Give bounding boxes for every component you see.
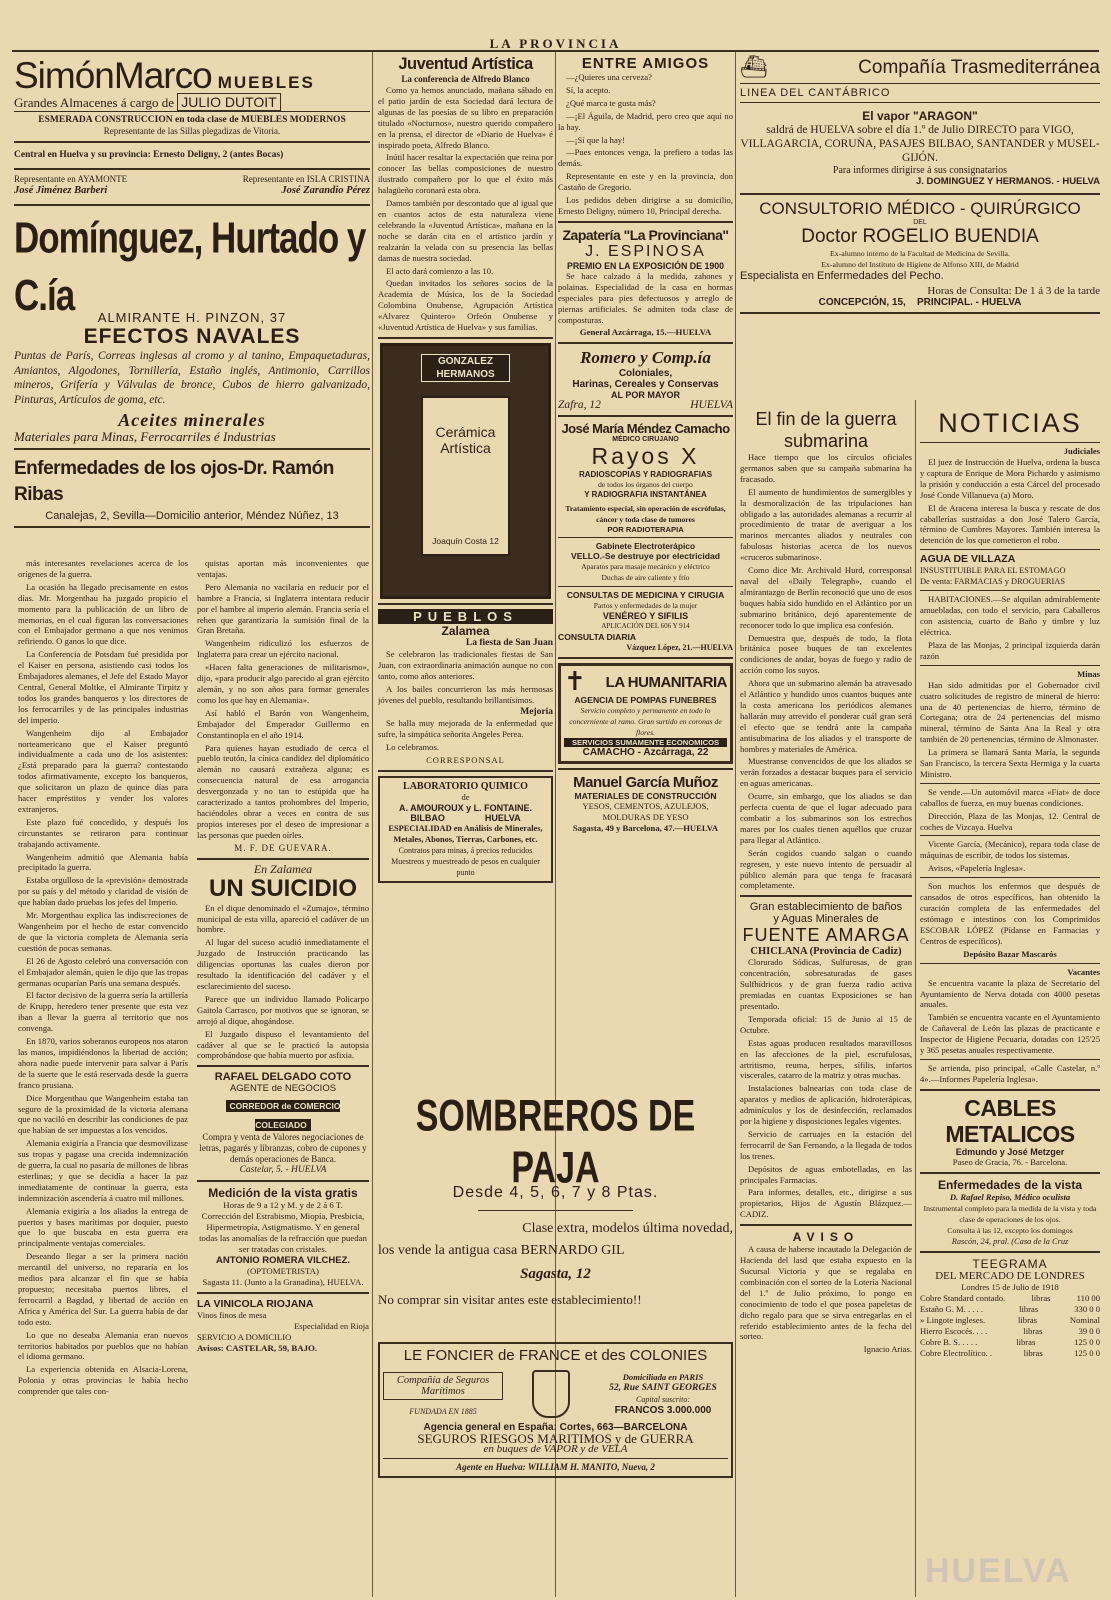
guerra-paragraph: Demuestra que, después de todo, la flota británica posee buques de tan excelentes condiciones de andar, boyas de fuego y radio de acción como los suyos. bbox=[740, 632, 912, 676]
vicente-avisos: Avisos, «Papelería Inglesa». bbox=[928, 863, 1026, 874]
vista-title: Medición de la vista gratis bbox=[208, 1186, 358, 1201]
fuente-l2: y Aguas Minerales de bbox=[773, 913, 879, 926]
mendez-aplic: APLICACIÓN DEL 606 Y 914 bbox=[601, 622, 690, 631]
aviso-sign: Ignacio Arias. bbox=[863, 1344, 912, 1355]
sombreros-l1: Clase extra, modelos última novedad, bbox=[522, 1221, 733, 1236]
mendez-role: MÉDICO CIRUJANO bbox=[612, 436, 679, 444]
sombreros-title: SOMBREROS DE PAJA bbox=[415, 1091, 696, 1193]
ceramica-brand2: HERMANOS bbox=[436, 368, 495, 380]
fuente-paragraph: Instalaciones balnearias con toda clase de aparatos y medios de aplicación, hidroterápicas, adminículos y los de desinfección, reclamados por la higiene y disposiciones legales vigentes. bbox=[740, 1083, 912, 1127]
humanitaria-eco: SERVICIOS SUMAMENTE ECONOMICOS bbox=[564, 738, 727, 747]
vinicola-title: LA VINICOLA RIOJANA bbox=[197, 1298, 314, 1311]
article-paragraph: Pero Alemania no vacilaría en reducir por el hambre a Francia, si Inglaterra intentara reducir por el hambre al imperio alemán. Francia sería el rehen que garantizaría la sumisión final de la Gran Bretaña. bbox=[197, 581, 369, 636]
entre-line: Representante en este y en la provincia, don Castaño de Gregorio. bbox=[558, 171, 733, 193]
col-entre-amigos bbox=[558, 55, 733, 1055]
minas-paragraph: La primera se llamará Santa María, la segunda San Francisco, la tercera Sexta Hermiga y la cuarta Ministro. bbox=[920, 747, 1100, 779]
zapateria-body: Se hace calzado á la medida, zahones y polainas. Especialidad de la casa en hormas especiales para pies defectuosos y arreglo de piernas artificiales. Se admiten toda clase de composturas. bbox=[558, 270, 733, 325]
fuente-city: CHICLANA (Provincia de Cadiz) bbox=[750, 946, 902, 958]
consultorio-title: CONSULTORIO MÉDICO - QUIRÚRGICO bbox=[759, 199, 1081, 218]
price-row: Cobre Electrolítico. . libras 125 0 0 bbox=[920, 1347, 1100, 1358]
vista-name: ANTONIO ROMERA VILCHEZ. bbox=[215, 1255, 351, 1267]
col-guerra bbox=[740, 408, 912, 1598]
article-col-1 bbox=[18, 558, 188, 1598]
pueblos-mejoria-body: Se halla muy mejorada de la enfermedad que sufre, la simpática señorita Angeles Perea. bbox=[378, 718, 553, 740]
fuente-title: FUENTE AMARGA bbox=[742, 925, 910, 946]
consultorio-horas: Horas de Consulta: De 1 á 3 de la tarde bbox=[927, 285, 1100, 297]
cables-names: Edmundo y José Metzger bbox=[955, 1146, 1065, 1157]
vacantes-heading: Vacantes bbox=[1067, 966, 1100, 977]
cables-addr: Paseo de Gracia, 76. - Barcelona. bbox=[952, 1156, 1068, 1167]
consultorio-l1: Ex-alumno interno de la Facultad de Medicina de Sevilla. bbox=[830, 249, 1010, 258]
mendez-t2: POR RADIOTERAPIA bbox=[607, 525, 684, 535]
juventud-paragraph: El acto dará comienzo a las 10. bbox=[386, 265, 494, 276]
foncier-capital-label: Capital suscrito: bbox=[635, 1395, 690, 1404]
ceramica-title1: Cerámica bbox=[435, 423, 496, 440]
noticias-judiciales: Judiciales bbox=[1063, 446, 1100, 456]
fuente-paragraph: Clorurado Sódicas, Sulfurosas, de gran concentración, sobresaturadas de gases Sulfhídricos y de gran fuerza radio activa premiadas en cuantas Exposiciones se han presentado. bbox=[740, 957, 912, 1011]
simon-subtitle-line bbox=[14, 94, 370, 110]
simon-rep1-label: Representante en AYAMONTE bbox=[14, 174, 128, 184]
lab-names: A. AMOUROUX y L. FONTAINE. bbox=[398, 803, 532, 814]
juventud-paragraph: Inútil hacer resaltar la expectación que reina por conocer las bellas composiciones de nuestro ilustrado compañero por lo que el éxito más halagüeño coronará esta obra. bbox=[378, 152, 553, 196]
vista-role: (OPTOMETRISTA) bbox=[247, 1266, 319, 1277]
mendez-gab: Gabinete Electroterápico bbox=[595, 541, 696, 552]
pueblos-sign: CORRESPONSAL bbox=[426, 755, 505, 766]
guerra-paragraph: Muestranse convencidos de que los aliados se verán forzados a destacar buques para el servicio en aguas americanas. bbox=[740, 756, 912, 789]
telegrama-title: TEEGRAMA bbox=[972, 1256, 1048, 1271]
article-paragraph: El factor decisivo de la guerra sería la artillería de Krupp, heredero tener presente que esta vez iban a llevar la guerra al territorio que nos convenga. bbox=[18, 990, 188, 1034]
fuente-paragraph: Para informes, detalles, etc., dirigirse a sus propietarios, Hijos de Agustín Blázquez.—CADIZ. bbox=[740, 1187, 912, 1220]
dominguez-aceites: Aceites minerales bbox=[118, 410, 266, 430]
cables-t1: CABLES bbox=[964, 1094, 1056, 1121]
article-paragraph: Así habló el Barón von Wangenheim, Embajador del Emperador Guillermo en Constantinopla en el año 1914. bbox=[197, 707, 369, 740]
suicidio-title: UN SUICIDIO bbox=[208, 874, 357, 902]
telegrama-date: Londres 15 de Julio de 1918 bbox=[961, 1281, 1059, 1292]
entre-line: —¡El Águila, de Madrid, pero creo que aquí no la hay. bbox=[558, 110, 733, 132]
pueblos-town: Zalamea bbox=[441, 623, 490, 638]
enf-vista-title: Enfermedades de la vista bbox=[937, 1177, 1083, 1192]
article-paragraph: Deseando llegar a ser la primera nación mercantil del universo, no repararía en los medios para alcanzar el fin que se había propuesto; necesitaba puertos libres, el ferrocarril a Bagdad, y libertad de acción en Africa y América del Sur. La guerra había de dar todo esto. bbox=[18, 1251, 188, 1327]
humanitaria-addr: CAMACHO - Azcárraga, 22 bbox=[582, 747, 709, 759]
entre-line: Los pedidos deben dirigirse a su domicilio, Ernesto Deligny, número 10, Principal derecha. bbox=[558, 195, 733, 216]
article-signature: M. F. DE GUEVARA. bbox=[234, 842, 332, 853]
ceramica-brand1: GONZALEZ bbox=[438, 355, 493, 367]
vista-body: Corrección del Estrabismo, Miopía, Presbicia, Hipermetropía, Astigmatismo. Y en general todas las anomalías de la refracción que puedan ser tratadas con cristales. bbox=[199, 1211, 367, 1255]
cables-t2: METALICOS bbox=[945, 1120, 1075, 1147]
telegrama-sub: DEL MERCADO DE LONDRES bbox=[935, 1269, 1085, 1282]
delgado-body: Compra y venta de Valores negociaciones de letras, pagarés y libranzas, cobro de cupones y demás operaciones de Banca. bbox=[199, 1132, 367, 1165]
garcia-sub: MATERIALES DE CONSTRUCCIÓN bbox=[574, 791, 717, 802]
juventud-paragraph: Como ya hemos anunciado, mañana sábado en el patio jardín de esta Sociedad dará lectura de algunas de las poesías de su libro en preparación titulado «Nocturnos», nuestro querido compañero en la prensa, el director de «Diario de Huelva» é inspirado poeta, Alfredo Blanco. bbox=[378, 85, 553, 150]
delgado-addr: Castelar, 5. - HUELVA bbox=[239, 1165, 327, 1176]
aviso-body: A causa de haberse incautado la Delegación de Hacienda del lasd que estaba expuesto en la Sucursal Victoria y que se regalaba en combinación con el sorteo de la Lotería Nacional del 1.º de Julio próximo, lo pongo en conocimiento de todo el que posea papeletas de dicho regalo para que se sirva entregarlas en el referido establecimiento antes de la fecha del sorteo. bbox=[740, 1244, 912, 1342]
mendez-vello: VELLO.-Se destruye por electricidad bbox=[570, 551, 720, 562]
noticias-title: NOTICIAS bbox=[938, 408, 1082, 438]
article-paragraph: más interesantes revelaciones acerca de los orígenes de la guerra. bbox=[18, 558, 188, 579]
juventud-title: Juventud Artística bbox=[398, 55, 533, 73]
romero-zafra: Zafra, 12 bbox=[558, 399, 601, 412]
fuente-paragraph: Depósitos de aguas embotelladas, en las principales Farmacias. bbox=[740, 1163, 912, 1185]
foncier-founded: FUNDADA EN 1885 bbox=[409, 1406, 477, 1416]
romero-l3: AL POR MAYOR bbox=[610, 390, 680, 401]
mendez-t1: Tratamiento especial, sin operación de escrófulas, cáncer y toda clase de tumores bbox=[565, 504, 726, 525]
mendez-venereo: VENÉREO Y SIFILIS bbox=[602, 611, 689, 622]
consultorio-doctor: Doctor ROGELIO BUENDIA bbox=[801, 226, 1039, 247]
entre-title: ENTRE AMIGOS bbox=[581, 55, 710, 72]
vacantes-paragraph: También se encuentra vacante en el Ayuntamiento de Cañaveral de León las plazas de practicante e Inspector de Higiene Pecuaria, dotadas con 125'25 y 365 pesetas anuales respectivamente. bbox=[920, 1012, 1100, 1056]
suicidio-kicker: En Zalamea bbox=[253, 861, 313, 876]
column-rule bbox=[735, 52, 736, 1597]
mendez-r3: Y RADIOGRAFIA INSTANTÁNEA bbox=[584, 490, 707, 500]
trasmed-informes: Para informes dirigirse á sus consignatarios bbox=[832, 165, 1008, 176]
simon-header bbox=[14, 55, 370, 97]
noticias-paragraph: El juez de Instrucción de Huelva, ordena la busca y captura de Enrique de Mora Pichardo y asimismo la prisión y conducción a esta Cárcel del procesado José Conde Villanueva (a) Moro. bbox=[920, 457, 1100, 500]
article-paragraph: «Hacen falta generaciones de militarismo», dijo, «para producir algo parecido al gran ejército alemán, y no son años para formar generales como los que hay en Alemania». bbox=[197, 662, 369, 705]
article-paragraph: Wangenheim dijo al Embajador norteamericano que el Kaiser preguntó individualmente a cada uno de los asistentes: ¿Está preparado para la guerra? contestando todos afirmativamente, excepto los banqueros, que solicitaron un plazo de quince días para hacer empréstitos y vender los valores extranjeros. bbox=[18, 727, 188, 814]
guerra-title: El fin de la guerra submarina bbox=[755, 409, 897, 451]
romero-title: Romero y Comp.ía bbox=[580, 348, 711, 368]
foncier-dom: Domiciliada en PARIS bbox=[622, 1372, 704, 1382]
juventud-subtitle: La conferencia de Alfredo Blanco bbox=[401, 74, 530, 84]
sombreros-l4: No comprar sin visitar antes este establecimiento!! bbox=[378, 1292, 642, 1307]
foncier-buques: en buques de VAPOR y de VELA bbox=[483, 1443, 628, 1455]
vacantes-paragraph: Se encuentra vacante la plaza de Secretario del Ayuntamiento de Nerva dotada con 4000 pesetas anuales. bbox=[920, 977, 1100, 1010]
enf-vista-name: D. Rafael Repiso, Médico oculista bbox=[949, 1191, 1071, 1202]
garcia-addr: Sagasta, 49 y Barcelona, 47.—HUELVA bbox=[572, 823, 719, 834]
ceramica-addr: Joaquín Costa 12 bbox=[432, 535, 499, 546]
ribas-address: Canalejas, 2, Sevilla—Domicilio anterior, Méndez Núñez, 13 bbox=[45, 510, 339, 522]
masthead: LA PROVINCIA bbox=[489, 36, 622, 51]
article-paragraph: Este plazo fué concedido, y después los circunstantes se retiraron para continuar trabajando activamente. bbox=[18, 816, 188, 849]
enf-vista-hours: Consulta á las 12, excepto los domingos bbox=[947, 1225, 1073, 1235]
price-row: Cobre B. S. . . . . libras 125 0 0 bbox=[920, 1336, 1100, 1347]
mendez-r1: RADIOSCOPIAS Y RADIOGRAFIAS bbox=[578, 470, 713, 480]
price-row: » Lingote ingleses. libras Nominal bbox=[920, 1314, 1100, 1325]
mendez-partos: Partos y enfermedades de la mujer bbox=[593, 601, 698, 611]
vinicola-l2: Especialidad en Rioja bbox=[294, 1321, 369, 1332]
consultorio-addr: CONCEPCIÓN, 15, PRINCIPAL. - HUELVA bbox=[818, 297, 1022, 308]
article-paragraph: El 26 de Agosto celebró una conversación con el Embajador alemán, quien le dijo que las tropas germanas ocuparían París una semana después. bbox=[18, 955, 188, 988]
vinicola-l1: Vinos finos de mesa bbox=[197, 1310, 267, 1321]
library-watermark: HUELVA bbox=[925, 1552, 1072, 1590]
article-paragraph: Wangenheim ridiculizó los esfuerzos de Inglaterra para crear un ejército nacional. bbox=[197, 638, 369, 660]
villaza-venta: De venta: FARMACIAS y DROGUERIAS bbox=[920, 577, 1066, 587]
right-top-ads bbox=[740, 55, 1100, 400]
trasmed-line: LINEA DEL CANTÁBRICO bbox=[740, 87, 891, 99]
guerra-paragraph: Serán cogidos cuando salgan o cuando regresen, y este nuevo intento de persuadir al público alemán para que tenga fe fracasará completamente. bbox=[740, 847, 912, 891]
cross-icon: ✝ bbox=[564, 667, 586, 698]
mendez-rayos: Rayos X bbox=[591, 443, 700, 470]
minas-paragraph: Han sido admitidas por el Gobernador civil cuatro solicitudes de registro de mineral de hierro: una de 40 pertenencias de hierro, término de Cortegana; otra de 24 pertenencias del mismo mineral, término de Santa Ana la Real y otra también de 20 pertenencias, término de Almonaster. bbox=[920, 679, 1100, 745]
juventud-paragraph: Quedan invitados los señores socios de la Academia de Música, los de la Sociedad Colombina Onubense, Agrupación Artística «Alvarez Quintero» Orfeón Onubense y «Juventud Artística de Huelva» y sus familias. bbox=[378, 278, 553, 333]
habitaciones-body: HABITACIONES.—Se alquilan admirablemente amuebladas, con todo el servicio, para Caballeros con asistencia, cuarto de Baño y timbre y luz eléctrica. bbox=[920, 594, 1100, 637]
guerra-paragraph: Como dice Mr. Archivald Hurd, corresponsal naval del «Daily Telegraph», cuando el almirantazgo de Berlín reconoció que uno de esos buques había sido hundido en el Atlántico por un submarino británico, dejó aparentemente de reconocer todo lo que implica esa confesión. bbox=[740, 565, 912, 630]
lab-cities: BILBAO HUELVA bbox=[410, 813, 521, 824]
lab-l2: Contratos para minas, á precios reducidos bbox=[398, 846, 533, 856]
price-row: Hierro Escocés. . . . libras 39 0 0 bbox=[920, 1325, 1100, 1336]
delgado-role: AGENTE de NEGOCIOS bbox=[229, 1083, 337, 1095]
column-rule bbox=[372, 52, 373, 1597]
entre-line: —¡Sí que la hay! bbox=[566, 134, 625, 145]
col-noticias bbox=[920, 408, 1100, 1598]
ceramica-title2: Artística bbox=[440, 439, 491, 456]
column-rule bbox=[915, 400, 916, 1597]
fuente-paragraph: Servicio de carruajes en la estación del ferrocarril de San Fernando, a la llegada de todos los trenes. bbox=[740, 1128, 912, 1161]
dominguez-title: Domínguez, Hurtado y C.ía bbox=[14, 213, 366, 320]
article-paragraph: quistas aportan más inconvenientes que ventajas. bbox=[197, 558, 369, 579]
minas-heading: Minas bbox=[1077, 668, 1100, 679]
mendez-aparatos: Aparatos para masaje mecánico y eléctrico bbox=[581, 562, 710, 572]
suicidio-paragraph: En el dique denominado el «Zumajo», término municipal de esta villa, apareció el cadáver de un hombre. bbox=[197, 902, 369, 935]
pueblos-mejoria: Mejoria bbox=[520, 707, 553, 718]
habitaciones-addr: Plaza de las Monjas, 2 principal izquierda darán razón bbox=[920, 639, 1100, 661]
sombreros-l3: Sagasta, 12 bbox=[520, 1266, 591, 1282]
vicente-body: Vicente García, (Mecánico), repara toda clase de máquinas de escribir, de todos los sistemas. bbox=[920, 839, 1100, 861]
col-juventud bbox=[378, 55, 553, 1055]
entre-line: ¿Qué marca te gusta más? bbox=[566, 97, 656, 108]
guerra-paragraph: Ahora que un submarino alemán ha atravesado el Atlántico y hundido unos cuantos buques ante la costa americana los periódicos alemanes hallarán muy atrevido el ponderar cuál gran será el efecto que se tendrá ante la campaña antisubmarina de los aliados y el transporte de hombres y materiales de América. bbox=[740, 678, 912, 754]
simon-rep1-name: José Jiménez Barberi bbox=[14, 185, 108, 196]
sombreros-ad bbox=[378, 1090, 733, 1330]
ribas-title: Enfermedades de los ojos-Dr. Ramón Ribas bbox=[14, 458, 334, 505]
mendez-consultas: CONSULTAS DE MEDICINA Y CIRUGIA bbox=[566, 590, 725, 601]
consultorio-del: DEL bbox=[913, 219, 927, 226]
vista-addr: Sagasta 11. (Junto a la Granadina), HUELVA. bbox=[202, 1277, 364, 1288]
foncier-title: LE FONCIER de FRANCE et des COLONIES bbox=[403, 1347, 708, 1364]
entre-line: —¿Quieres una cerveza? bbox=[566, 72, 652, 82]
zapateria-name: J. ESPINOSA bbox=[585, 242, 706, 260]
foncier-agent: Agente en Huelva: WILLIAM H. MANITO, Nueva, 2 bbox=[456, 1462, 655, 1472]
coat-of-arms-icon bbox=[532, 1370, 570, 1418]
vende-body: Se vende.—Un automóvil marca «Fiat» de doce caballos de fuerza, en muy buenas condiciones. bbox=[920, 786, 1100, 808]
article-paragraph: Mr. Morgenthau explica las indiscreciones de Wangenheim por el hecho de estar convencido de que la victoria completa de Alemania sería cuestión de pocas semanas. bbox=[18, 910, 188, 953]
humanitaria-sub: AGENCIA DE POMPAS FUNEBRES bbox=[574, 695, 717, 706]
suicidio-paragraph: El Juzgado dispuso el levantamiento del cadáver al que se le practicó la autopsia comprobándose que había muerto por asfixia. bbox=[197, 1028, 369, 1061]
fuente-l1: Gran establecimiento de baños bbox=[749, 901, 903, 914]
dominguez-address: ALMIRANTE H. PINZON, 37 bbox=[97, 310, 287, 325]
arrienda-body: Se arrienda, piso principal, «Calle Castelar, n.º 4».—Informes Papelería Inglesa». bbox=[920, 1062, 1100, 1084]
pueblos-title: PUEBLOS bbox=[378, 609, 553, 624]
article-paragraph: Estaba orgulloso de la «previsión» demostrada por su país y del método y claridad de visión de que habían dado pruebas los jefes del Imperio. bbox=[18, 875, 188, 908]
guerra-paragraph: Hace tiempo que los círculos oficiales germanos saben que su campaña submarina ha fracasado. bbox=[740, 452, 912, 484]
humanitaria-title: LA HUMANITARIA bbox=[605, 673, 727, 691]
romero-huelva: HUELVA bbox=[690, 399, 733, 412]
foncier-seguros: SEGUROS RIESGOS MARITIMOS y de GUERRA bbox=[417, 1431, 694, 1446]
sombreros-l2: los vende la antigua casa BERNARDO GIL bbox=[378, 1243, 625, 1258]
dominguez-materiales: Materiales para Minas, Ferrocarriles é Industrias bbox=[14, 429, 276, 444]
villaza-title: AGUA DE VILLAZA bbox=[920, 553, 1016, 566]
lab-spec: ESPECIALIDAD en Análisis de Minerales, Metales, Abonos, Tierras, Carbones, etc. bbox=[388, 824, 543, 845]
dominguez-heading: EFECTOS NAVALES bbox=[83, 325, 301, 348]
simon-rep2-label: Representante en ISLA CRISTINA bbox=[242, 174, 370, 184]
trasmed-body: saldrá de HUELVA sobre el día 1.º de Julio DIRECTO para VIGO, VILLAGARCIA, CORUÑA, PASAJES BILBAO, SANTANDER y MUSEL-GIJÓN. bbox=[740, 124, 1100, 164]
article-paragraph: Para quienes hayan estudiado de cerca el pueblo teutón, la cínica candidez del diplomático alemán no causará extrañeza alguna; es consecuencia natural de esa arrogancia desvergonzada y no tan to estúpida que ha caracterizado a tantos prohombres del Imperio, haciéndoles obrar a veces en contra de sus propios intereses por el deseo de impresionar a las personas que pueden oírles. bbox=[197, 742, 369, 840]
entre-line: Sí, la acepto. bbox=[566, 84, 611, 95]
suicidio-paragraph: Parece que un individuo llamado Policarpo Gaitola Carrasco, por motivos que se ignoran, se arrojó al dique, ahogándose. bbox=[197, 993, 369, 1026]
sombreros-prices: Desde 4, 5, 6, 7 y 8 Ptas. bbox=[452, 1184, 659, 1201]
zapateria-title: Zapatería "La Provinciana" bbox=[562, 226, 729, 243]
price-row: Estaño G. M. . . . . libras 330 0 0 bbox=[920, 1303, 1100, 1314]
trasmed-vapor: El vapor "ARAGON" bbox=[862, 109, 978, 123]
noticias-paragraph: El de Aracena interesa la busca y rescate de dos caballerías sustraídas a don José Talero García, término de Cumbres Mayores. También interesa la detención de los que cometieron el robo. bbox=[920, 502, 1100, 546]
lab-l3: Muestreos y muestreado de pesos en cualquier punto bbox=[391, 857, 540, 878]
romero-l1: Coloniales, bbox=[618, 368, 673, 380]
vende-dir: Dirección, Plaza de las Monjas, 12. Central de coches de Vizcaya. Huelva bbox=[920, 810, 1100, 832]
zapateria-premio: PREMIO EN LA EXPOSICIÓN DE 1900 bbox=[566, 260, 725, 271]
ship-icon: ⛴ bbox=[740, 55, 768, 80]
trasmed-cons: J. DOMINGUEZ Y HERMANOS. - HUELVA bbox=[915, 176, 1100, 187]
garcia-l2: MOLDURAS DE YESO bbox=[602, 812, 689, 823]
consultorio-spec: Especialista en Enfermedades del Pecho. bbox=[740, 270, 944, 282]
juventud-paragraph: Damos también por descontado que al igual que en cuantos actos de esta naturaleza viene celebrando la «Juventud Artística», mañana en la noche se darán cita en el artístico jardín y realzarán la velada con su presencia las bellas damas de nuestra sociedad. bbox=[378, 198, 553, 263]
foncier-addr: 52, Rue SAINT GEORGES bbox=[609, 1383, 717, 1393]
laboratorio-ad bbox=[378, 776, 553, 883]
left-ads bbox=[14, 55, 370, 555]
pueblos-section: La fiesta de San Juan bbox=[465, 637, 553, 648]
article-paragraph: En 1870, varios soberanos europeos nos ataron las manos, impidiéndonos la libertad de acción; ahora nadie puede intervenir para salvar á París de la suerte que le está reservada desde la guerra franco prusiana. bbox=[18, 1036, 188, 1090]
article-paragraph: La ocasión ha llegado precisamente en estos días. Mr. Morgenthau ha juzgado propicio el momento para la publicación de un libro de memorias, en el cual figuran las conversaciones con el Embajador germano a que nos venimos refiriendo. O ganos lo que dice. bbox=[18, 581, 188, 647]
trasmed-title: Compañía Trasmediterránea bbox=[858, 56, 1100, 78]
consultorio-l2: Ex-alumno del Instituto de Higiene de Alfonso XIII, de Madrid bbox=[821, 260, 1019, 269]
article-paragraph: La experiencia obtenida en Alsacia-Lorena, Polonia y otras provincias le había hecho comprender que tales con- bbox=[18, 1364, 188, 1397]
humanitaria-body: Servicio completo y permanente en todo lo concerniente al ramo. Gran surtido en coronas de flores. bbox=[569, 706, 722, 738]
article-paragraph: Lo que no deseaba Alemania eran nuevos territorios habitados por pueblos que no habían el idioma germano. bbox=[18, 1329, 188, 1362]
pueblos-celebramos: Lo celebramos. bbox=[386, 742, 439, 753]
vinicola-l3: SERVICIO A DOMICILIO bbox=[197, 1332, 292, 1343]
zapateria-addr: General Azcárraga, 15.—HUELVA bbox=[579, 327, 712, 338]
mendez-diaria: CONSULTA DIARIA bbox=[558, 632, 637, 643]
fuente-paragraph: Temporada oficial: 15 de Junio al 15 de Octubre. bbox=[740, 1013, 912, 1035]
enf-vista-body: Instrumental completo para la medida de la vista y toda clase de operaciones de los ojos. bbox=[923, 1203, 1097, 1224]
fuente-paragraph: Estas aguas producen resultados maravillosos en las afecciones de la piel, escrufulosas, artritismo, reuma, herpes, sífilis, infartos viscerales, catarro de la matriz y otras muchas. bbox=[740, 1037, 912, 1081]
vinicola-l4: Avisos: CASTELAR, 59, BAJO. bbox=[197, 1343, 318, 1354]
suicidio-paragraph: Al lugar del suceso acudió inmediatamente el Juzgado de Instrucción practicando las diligencias oportunas las cuales dieron por resultado la identificación del cadáver y el esclarecimiento del suceso. bbox=[197, 937, 369, 991]
simon-rep2-name: José Zarandio Pérez bbox=[281, 185, 370, 196]
deposito: Depósito Bazar Mascarós bbox=[963, 948, 1057, 959]
mendez-duchas: Duchas de aire caliente y frío bbox=[601, 573, 690, 583]
article-paragraph: Wangenheim admitió que Alemania había precipitado la guerra. bbox=[18, 851, 188, 873]
guerra-paragraph: El aumento de hundimientos de sumergibles y la desmoralización de las tripulaciones han obligado a las autoridades alemanas a recurrir al procedimiento de tratar de averiguar a los marinos mercantes aliados y neutrales con fabulosas historias acerca de los nuevos «cruceros submarinos». bbox=[740, 486, 912, 563]
romero-l2: Harinas, Cereales y Conservas bbox=[572, 379, 719, 391]
simon-owner: JULIO DUTOIT bbox=[177, 93, 280, 111]
article-paragraph: Alemania exigiría a Francia que desmovilizase sus tropas y pagase una crecida indemnización de guerra, la cual no pasaría de millones de libras esterlinas; y que se decidía a hacer la paz inmediatamente de continuar la guerra, esta indemnización ascendería á cuatro mil millones. bbox=[18, 1138, 188, 1203]
guerra-paragraph: Ocurre, sin embargo, que los aliados se dan perfecta cuenta de que el lugar adecuado para combatir a los submarinos son los estrechos mares por los cuales tienen aquéllos que cruzar para llegar al Atlántico. bbox=[740, 791, 912, 845]
mendez-r2: de todos los órganos del cuerpo bbox=[598, 480, 693, 490]
article-paragraph: La Conferencia de Potsdam fué presidida por el Kaiser en persona, asistiendo casi todos los Embajadores alemanes, el Jefe del Estado Mayor Central, General Moltke, el Almirante Tirpitz y todos los grandes banqueros y los directores de los ferrocarriles y de las principales industrias del imperio. bbox=[18, 649, 188, 725]
dominguez-body: Puntas de París, Correas inglesas al cromo y al tanino, Empaquetaduras, Amiantos, Algodones, Tornillería, Estaño inglés, Antimonio, Carrillos mineros, Grifería y Válvulas de bronce, Cubos de hierro galvanizado, Pinturas, Artículos de goma, etc. bbox=[14, 350, 370, 406]
foncier-ad bbox=[378, 1340, 733, 1560]
foncier-capital: FRANCOS 3.000.000 bbox=[614, 1405, 712, 1416]
enf-vista-addr: Rascón, 24, pral. (Casa de la Cruz bbox=[951, 1236, 1069, 1246]
enfermos-body: Son muchos los enfermos que después de cansados de otros específicos, han obtenido la curación completa de las enfermedades del estómago e intestinos con los Comprimidos ESCOBAR LÓPEZ (Pídanse en Farmacias y Centros de específicos). bbox=[920, 881, 1100, 946]
simon-title: SimónMarco bbox=[14, 55, 212, 96]
foncier-company: Compañía de Seguros Marítimos bbox=[383, 1372, 503, 1400]
pueblos-paragraph: A los bailes concurrieron las más hermosas jóvenes del pueblo, resultando brillantísimos. bbox=[378, 683, 553, 705]
vista-hours: Horas de 9 a 12 y M. y de 2 á 6 T. bbox=[223, 1200, 343, 1211]
simon-line2: Representante de las Sillas plegadizas de Vitoria. bbox=[103, 126, 281, 136]
garcia-l1: YESOS, CEMENTOS, AZULEJOS, bbox=[582, 801, 709, 812]
lab-de: de bbox=[461, 792, 470, 803]
lab-title: LABORATORIO QUIMICO bbox=[403, 781, 528, 793]
delgado-badge: CORREDOR de COMERCIO COLEGIADO bbox=[226, 1100, 341, 1131]
ceramica-ad bbox=[380, 343, 551, 599]
aviso-title: AVISO bbox=[792, 1230, 860, 1245]
mendez-addr: Vázquez López, 21.—HUELVA bbox=[626, 643, 733, 653]
garcia-title: Manuel García Muñoz bbox=[573, 774, 718, 792]
simon-muebles: MUEBLES bbox=[217, 73, 315, 92]
foncier-agency: Agencia general en España: Cortes, 663—BARCELONA bbox=[423, 1422, 688, 1433]
pueblos-paragraph: Se celebraron las tradicionales fiestas de San Juan, con extraordinaria animación aunque no con tanto, como años anteriores. bbox=[378, 648, 553, 681]
delgado-name: RAFAEL DELGADO COTO bbox=[214, 1071, 352, 1084]
mendez-title: José María Méndez Camacho bbox=[561, 421, 730, 437]
article-col-2 bbox=[197, 558, 369, 1598]
article-paragraph: Dice Morgenthau que Wangenheim estaba tan seguro de la proximidad de la victoria alemana que no vaciló en describir las condiciones de paz que habían de ser impuestas a los vencidos. bbox=[18, 1092, 188, 1136]
price-table bbox=[920, 1293, 1100, 1359]
simon-central: Central en Huelva y su provincia: Ernesto Deligny, 2 (antes Bocas) bbox=[14, 150, 284, 160]
article-paragraph: Alemania exigiría a los aliados la entrega de puertos y bases marítimas por doquier, puesto que lo que buscaba en esta guerra era principalmente ventajas comerciales. bbox=[18, 1205, 188, 1249]
simon-line1: ESMERADA CONSTRUCCION en toda clase de MUEBLES MODERNOS bbox=[38, 115, 346, 125]
price-row: Cobre Standard contado. libras 110 00 bbox=[920, 1292, 1100, 1303]
humanitaria-ad bbox=[558, 663, 733, 764]
simon-subtitle: Grandes Almacenes á cargo de bbox=[14, 95, 175, 110]
villaza-sub: INSUSTITUIBLE PARA EL ESTOMAGO bbox=[920, 566, 1066, 576]
entre-line: —Pues entonces venga, la prefiero a todas las demás. bbox=[558, 147, 733, 169]
